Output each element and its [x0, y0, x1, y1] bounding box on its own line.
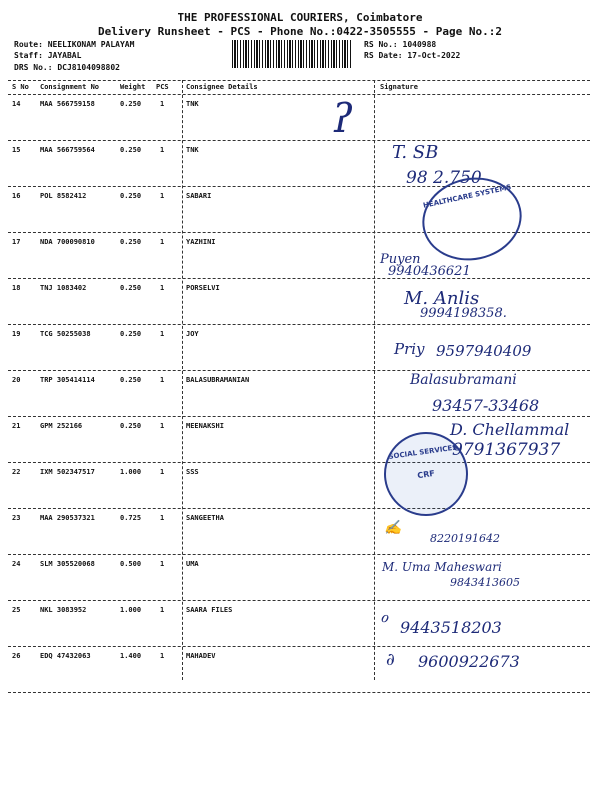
cell-weight: 1.000: [120, 606, 142, 614]
handwritten-signature: D. Chellammal: [450, 420, 570, 439]
cell-consignment-no: TNJ 1083402: [40, 284, 87, 292]
cell-consignee: JOY: [186, 330, 199, 338]
handwritten-signature: M. Uma Maheswari: [382, 560, 502, 574]
route-label: Route: NEELIKONAM PALAYAM: [14, 40, 135, 49]
cell-sno: 24: [12, 560, 21, 568]
handwritten-signature: ✍: [384, 520, 402, 536]
cell-consignment-no: MAA 566759564: [40, 146, 95, 154]
column-header-sno: S No: [12, 83, 29, 91]
cell-pcs: 1: [160, 330, 165, 338]
staff-label: Staff: JAYABAL: [14, 51, 82, 60]
handwritten-phone: 9994198358.: [420, 306, 507, 321]
rs-number: RS No.: 1040988: [364, 40, 437, 49]
cell-consignment-no: EDQ 47432063: [40, 652, 91, 660]
row-separator: [8, 600, 590, 601]
cell-consignment-no: NDA 700090810: [40, 238, 95, 246]
cell-consignment-no: MAA 290537321: [40, 514, 95, 522]
cell-sno: 21: [12, 422, 21, 430]
cell-weight: 0.725: [120, 514, 142, 522]
column-header-signature: Signature: [380, 83, 418, 91]
cell-consignee: SAARA FILES: [186, 606, 233, 614]
row-separator: [8, 324, 590, 325]
table-header-rule: [8, 94, 590, 95]
cell-consignment-no: NKL 3083952: [40, 606, 87, 614]
cell-pcs: 1: [160, 422, 165, 430]
cell-consignment-no: MAA 566759158: [40, 100, 95, 108]
cell-consignment-no: IXM 502347517: [40, 468, 95, 476]
handwritten-signature: ∂: [386, 650, 395, 670]
handwritten-phone: 9791367937: [452, 440, 561, 460]
cell-weight: 0.500: [120, 560, 142, 568]
cell-sno: 19: [12, 330, 21, 338]
cell-weight: 0.250: [120, 376, 142, 384]
cell-weight: 0.250: [120, 146, 142, 154]
table-row: [8, 464, 590, 508]
cell-consignment-no: SLM 305520068: [40, 560, 95, 568]
cell-sno: 25: [12, 606, 21, 614]
row-separator: [8, 646, 590, 647]
cell-weight: 0.250: [120, 284, 142, 292]
cell-sno: 23: [12, 514, 21, 522]
row-separator: [8, 416, 590, 417]
row-separator: [8, 692, 590, 693]
cell-consignment-no: POL 8582412: [40, 192, 87, 200]
cell-weight: 0.250: [120, 330, 142, 338]
cell-pcs: 1: [160, 652, 165, 660]
row-separator: [8, 370, 590, 371]
table-row: [8, 602, 590, 646]
cell-consignee: SABARI: [186, 192, 212, 200]
row-separator: [8, 554, 590, 555]
cell-consignee: BALASUBRAMANIAN: [186, 376, 250, 384]
cell-sno: 26: [12, 652, 21, 660]
cell-sno: 20: [12, 376, 21, 384]
cell-sno: 16: [12, 192, 21, 200]
column-header-pcs: PCS: [156, 83, 169, 91]
cell-consignee: MEENAKSHI: [186, 422, 224, 430]
cell-consignment-no: GPM 252166: [40, 422, 83, 430]
cell-consignee: SANGEETHA: [186, 514, 224, 522]
cell-consignment-no: TRP 305414114: [40, 376, 95, 384]
handwritten-phone: 9940436621: [388, 264, 471, 279]
handwritten-phone: 8220191642: [430, 532, 500, 545]
rs-date: RS Date: 17-Oct-2022: [364, 51, 461, 60]
cell-consignee: UMA: [186, 560, 199, 568]
cell-sno: 18: [12, 284, 21, 292]
cell-sno: 17: [12, 238, 21, 246]
row-separator: [8, 462, 590, 463]
cell-weight: 0.250: [120, 422, 142, 430]
cell-weight: 0.250: [120, 238, 142, 246]
table-row: [8, 142, 590, 186]
handwritten-phone: 9600922673: [418, 652, 520, 671]
cell-sno: 15: [12, 146, 21, 154]
barcode: [232, 40, 352, 68]
cell-pcs: 1: [160, 146, 165, 154]
cell-consignee: TNK: [186, 100, 199, 108]
column-header-weight: Weight: [120, 83, 146, 91]
row-separator: [8, 508, 590, 509]
cell-weight: 1.000: [120, 468, 142, 476]
handwritten-signature: T. SB: [392, 142, 439, 163]
stamp-text: HEALTHCARE SYSTEMS: [422, 183, 513, 210]
cell-consignee: MAHADEV: [186, 652, 216, 660]
handwritten-signature: Priy: [394, 340, 425, 358]
cell-consignee: TNK: [186, 146, 199, 154]
handwritten-scribble: ʔ: [332, 96, 354, 142]
cell-consignment-no: TCG 50255038: [40, 330, 91, 338]
column-header-consignment: Consignment No: [40, 83, 100, 91]
handwritten-phone: 9597940409: [436, 342, 532, 360]
table-header: [8, 80, 590, 94]
stamp-text: CRF: [416, 468, 436, 481]
handwritten-phone: 98 2.750: [406, 168, 482, 188]
cell-sno: 14: [12, 100, 21, 108]
cell-pcs: 1: [160, 100, 165, 108]
handwritten-phone: 9443518203: [400, 618, 502, 637]
handwritten-signature: M. Anlis: [404, 288, 480, 309]
cell-pcs: 1: [160, 468, 165, 476]
cell-pcs: 1: [160, 238, 165, 246]
cell-consignee: YAZHINI: [186, 238, 216, 246]
table-row: [8, 96, 590, 140]
cell-weight: 1.400: [120, 652, 142, 660]
handwritten-signature: Puyen: [380, 252, 421, 267]
cell-pcs: 1: [160, 376, 165, 384]
cell-pcs: 1: [160, 284, 165, 292]
table-row: [8, 510, 590, 554]
row-separator: [8, 140, 590, 141]
cell-pcs: 1: [160, 606, 165, 614]
handwritten-signature: Balasubramani: [410, 372, 517, 388]
document-title: THE PROFESSIONAL COURIERS, Coimbatore: [177, 11, 423, 24]
row-separator: [8, 278, 590, 279]
column-header-consignee: Consignee Details: [186, 83, 258, 91]
cell-consignee: SSS: [186, 468, 199, 476]
stamp-text: SOCIAL SERVICES: [388, 443, 458, 461]
cell-sno: 22: [12, 468, 21, 476]
handwritten-phone: 93457-33468: [432, 396, 540, 415]
drs-label: DRS No.: DCJ8104098802: [14, 63, 120, 72]
cell-weight: 0.250: [120, 192, 142, 200]
cell-weight: 0.250: [120, 100, 142, 108]
handwritten-phone: 9843413605: [450, 576, 520, 589]
cell-consignee: PORSELVI: [186, 284, 220, 292]
cell-pcs: 1: [160, 514, 165, 522]
document-subtitle: Delivery Runsheet - PCS - Phone No.:0422-3505555 - Page No.:2: [98, 25, 502, 38]
cell-pcs: 1: [160, 560, 165, 568]
cell-pcs: 1: [160, 192, 165, 200]
handwritten-signature: ℴ: [380, 606, 389, 627]
